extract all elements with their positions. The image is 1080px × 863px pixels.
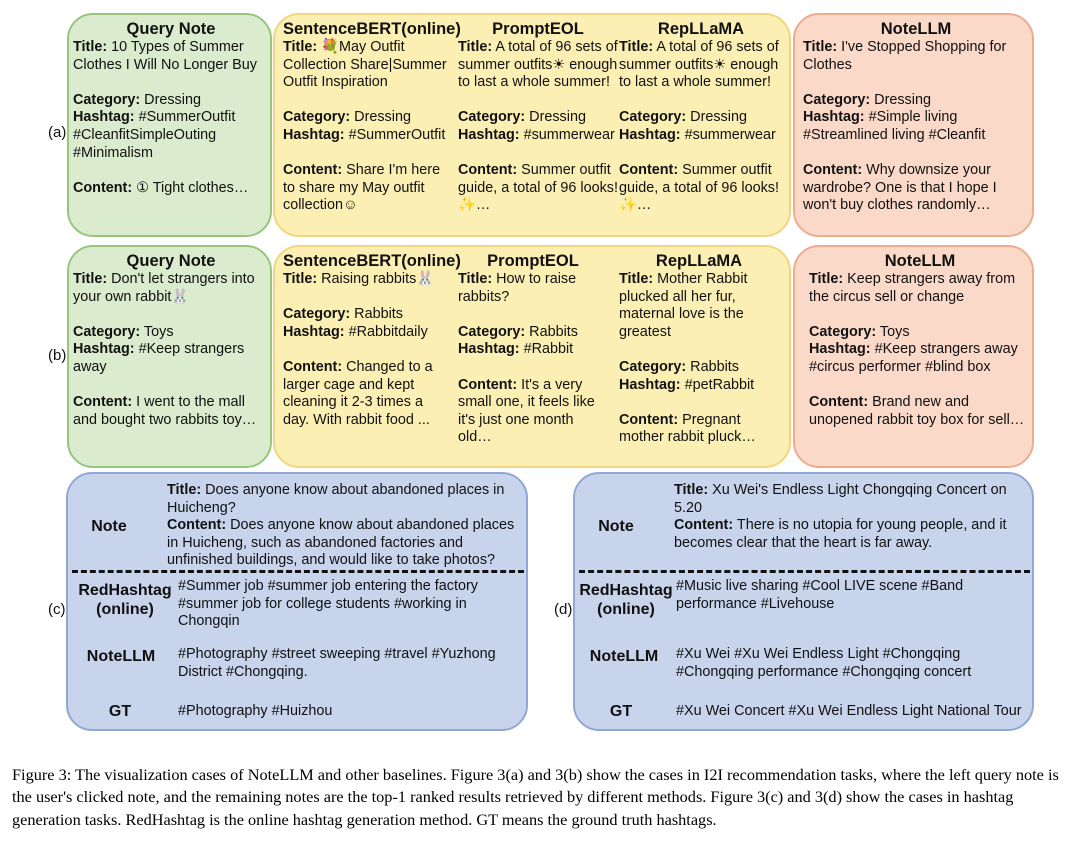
gt-value-d: #Xu Wei Concert #Xu Wei Endless Light National Tour	[676, 703, 1022, 719]
note-label-c: Note	[91, 518, 127, 535]
column-header: RepLLaMA	[655, 252, 743, 270]
separator-c	[72, 570, 524, 573]
column-header: RepLLaMA	[657, 20, 745, 38]
redhashtag-label-c: RedHashtag (online)	[78, 582, 172, 618]
content-field: Content: Summer outfit guide, a total of 96 looks! ✨…	[619, 162, 780, 214]
note-content-d: Content: There is no utopia for young people, and it becomes clear that the heart is far away.	[674, 517, 1007, 551]
category-field: Category: Dressing	[283, 109, 411, 126]
row-label-d: (d)	[554, 601, 573, 618]
hashtag-field: Hashtag: #Simple living #Streamlined living #Cleanfit	[803, 109, 986, 143]
title-field: Title: 💐May Outfit Collection Share|Summer Outfit Inspiration	[283, 39, 447, 91]
hashtag-field: Hashtag: #SummerOutfit	[283, 126, 446, 143]
repllama-note-b	[619, 251, 779, 447]
title-field: Title: Don't let strangers into your own rabbit🐰	[73, 271, 255, 305]
row-label-b: (b)	[48, 347, 67, 364]
title-field: Title: A total of 96 sets of summer outfits☀ enough to last a whole summer!	[458, 39, 618, 91]
hashtag-field: Hashtag: #Keep strangers away	[73, 341, 245, 375]
notellm-note-b	[809, 251, 1031, 429]
note-text-d	[674, 482, 1026, 552]
column-header: NoteLLM	[880, 20, 952, 38]
hashtag-field: Hashtag: #Rabbitdaily	[283, 323, 428, 340]
notellm-value-c: #Photography #street sweeping #travel #Yuzhong District #Chongqing.	[178, 646, 496, 680]
note-label-d: Note	[598, 518, 634, 535]
hashtag-field: Hashtag: #summerwear	[619, 126, 776, 143]
title-field: Title: Keep strangers away from the circus sell or change	[809, 271, 1016, 305]
column-header: NoteLLM	[884, 252, 956, 270]
category-field: Category: Dressing	[803, 91, 931, 108]
prompteol-note-b	[458, 251, 608, 447]
repllama-note-a	[619, 19, 783, 215]
column-header: Query Note	[126, 252, 216, 270]
prompteol-note-a	[458, 19, 618, 215]
redhashtag-label-d: RedHashtag (online)	[579, 582, 673, 618]
category-field: Category: Toys	[73, 323, 174, 340]
category-field: Category: Rabbits	[619, 358, 739, 375]
gt-label-c: GT	[108, 703, 132, 720]
category-field: Category: Toys	[809, 323, 910, 340]
redhashtag-value-c: #Summer job #summer job entering the factory #summer job for college students #working in Chongqin	[178, 578, 478, 630]
query-note-b	[73, 251, 269, 429]
sbert-note-a	[283, 19, 461, 215]
category-field: Category: Rabbits	[458, 323, 578, 340]
content-field: Content: Share I'm here to share my May outfit collection☺	[283, 162, 441, 214]
hashtag-field: Hashtag: #Keep strangers away #circus performer #blind box	[809, 341, 1018, 375]
content-field: Content: It's a very small one, it feels like it's just one month old…	[458, 376, 595, 446]
hashtag-field: Hashtag: #petRabbit	[619, 376, 755, 393]
column-header: PromptEOL	[487, 252, 579, 270]
notellm-note-a	[803, 19, 1029, 215]
content-field: Content: Summer outfit guide, a total of 96 looks! ✨…	[458, 162, 619, 214]
row-label-c: (c)	[48, 601, 66, 618]
content-field: Content: Brand new and unopened rabbit toy box for sell…	[809, 394, 1025, 428]
gt-label-d: GT	[609, 703, 633, 720]
content-field: Content: I went to the mall and bought two rabbits toy…	[73, 394, 257, 428]
redhashtag-value-d: #Music live sharing #Cool LIVE scene #Band performance #Livehouse	[676, 578, 964, 612]
content-field: Content: ① Tight clothes…	[73, 179, 249, 196]
category-field: Category: Dressing	[458, 109, 586, 126]
column-header: SentenceBERT(online)	[283, 20, 461, 38]
column-header: Query Note	[126, 20, 216, 38]
title-field: Title: 10 Types of Summer Clothes I Will No Longer Buy	[73, 39, 257, 73]
content-field: Content: Pregnant mother rabbit pluck…	[619, 411, 756, 446]
title-field: Title: How to raise rabbits?	[458, 271, 577, 305]
category-field: Category: Dressing	[619, 109, 747, 126]
title-field: Title: A total of 96 sets of summer outfits☀ enough to last a whole summer!	[619, 39, 779, 91]
title-field: Title: Mother Rabbit plucked all her fur, maternal love is the greatest	[619, 271, 748, 340]
note-text-c	[167, 482, 521, 570]
note-title-c: Title: Does anyone know about abandoned places in Huicheng?	[167, 482, 505, 516]
hashtag-field: Hashtag: #Rabbit	[458, 341, 574, 358]
content-field: Content: Changed to a larger cage and kept cleaning it 2-3 times a day. With rabbit food ...	[283, 358, 433, 428]
gt-value-c: #Photography #Huizhou	[178, 703, 333, 719]
title-field: Title: Raising rabbits🐰	[283, 271, 435, 287]
figure-caption: Figure 3: The visualization cases of NoteLLM and other baselines. Figure 3(a) and 3(b) show the cases in I2I recommendation tasks, where the left query note is the user's clicked note, and the remaining notes are the top-1 ranked results retrieved by different methods. Figure 3(c) and 3(d) show the cases in hashtag generation tasks. RedHashtag is the online hashtag generation method. GT means the ground truth hashtags.	[12, 765, 1059, 829]
query-note-a	[73, 19, 269, 197]
separator-d	[579, 570, 1030, 573]
sbert-note-b	[283, 251, 461, 429]
row-label-a: (a)	[48, 124, 67, 141]
category-field: Category: Dressing	[73, 91, 201, 108]
category-field: Category: Rabbits	[283, 306, 403, 323]
content-field: Content: Why downsize your wardrobe? One is that I hope I won't buy clothes randomly…	[803, 162, 997, 214]
column-header: SentenceBERT(online)	[283, 252, 461, 270]
notellm-value-d: #Xu Wei #Xu Wei Endless Light #Chongqing #Chongqing performance #Chongqing concert	[676, 646, 972, 680]
hashtag-field: Hashtag: #summerwear	[458, 126, 615, 143]
notellm-label-c: NoteLLM	[86, 648, 156, 665]
notellm-label-d: NoteLLM	[589, 648, 659, 665]
hashtag-field: Hashtag: #SummerOutfit #CleanfitSimpleOuting #Minimalism	[73, 109, 236, 161]
title-field: Title: I've Stopped Shopping for Clothes	[803, 39, 1007, 73]
column-header: PromptEOL	[492, 20, 584, 38]
note-content-c: Content: Does anyone know about abandoned places in Huicheng, such as abandoned factories and unfinished buildings, and would like to take photos?	[167, 517, 515, 569]
note-title-d: Title: Xu Wei's Endless Light Chongqing Concert on 5.20	[674, 482, 1007, 516]
